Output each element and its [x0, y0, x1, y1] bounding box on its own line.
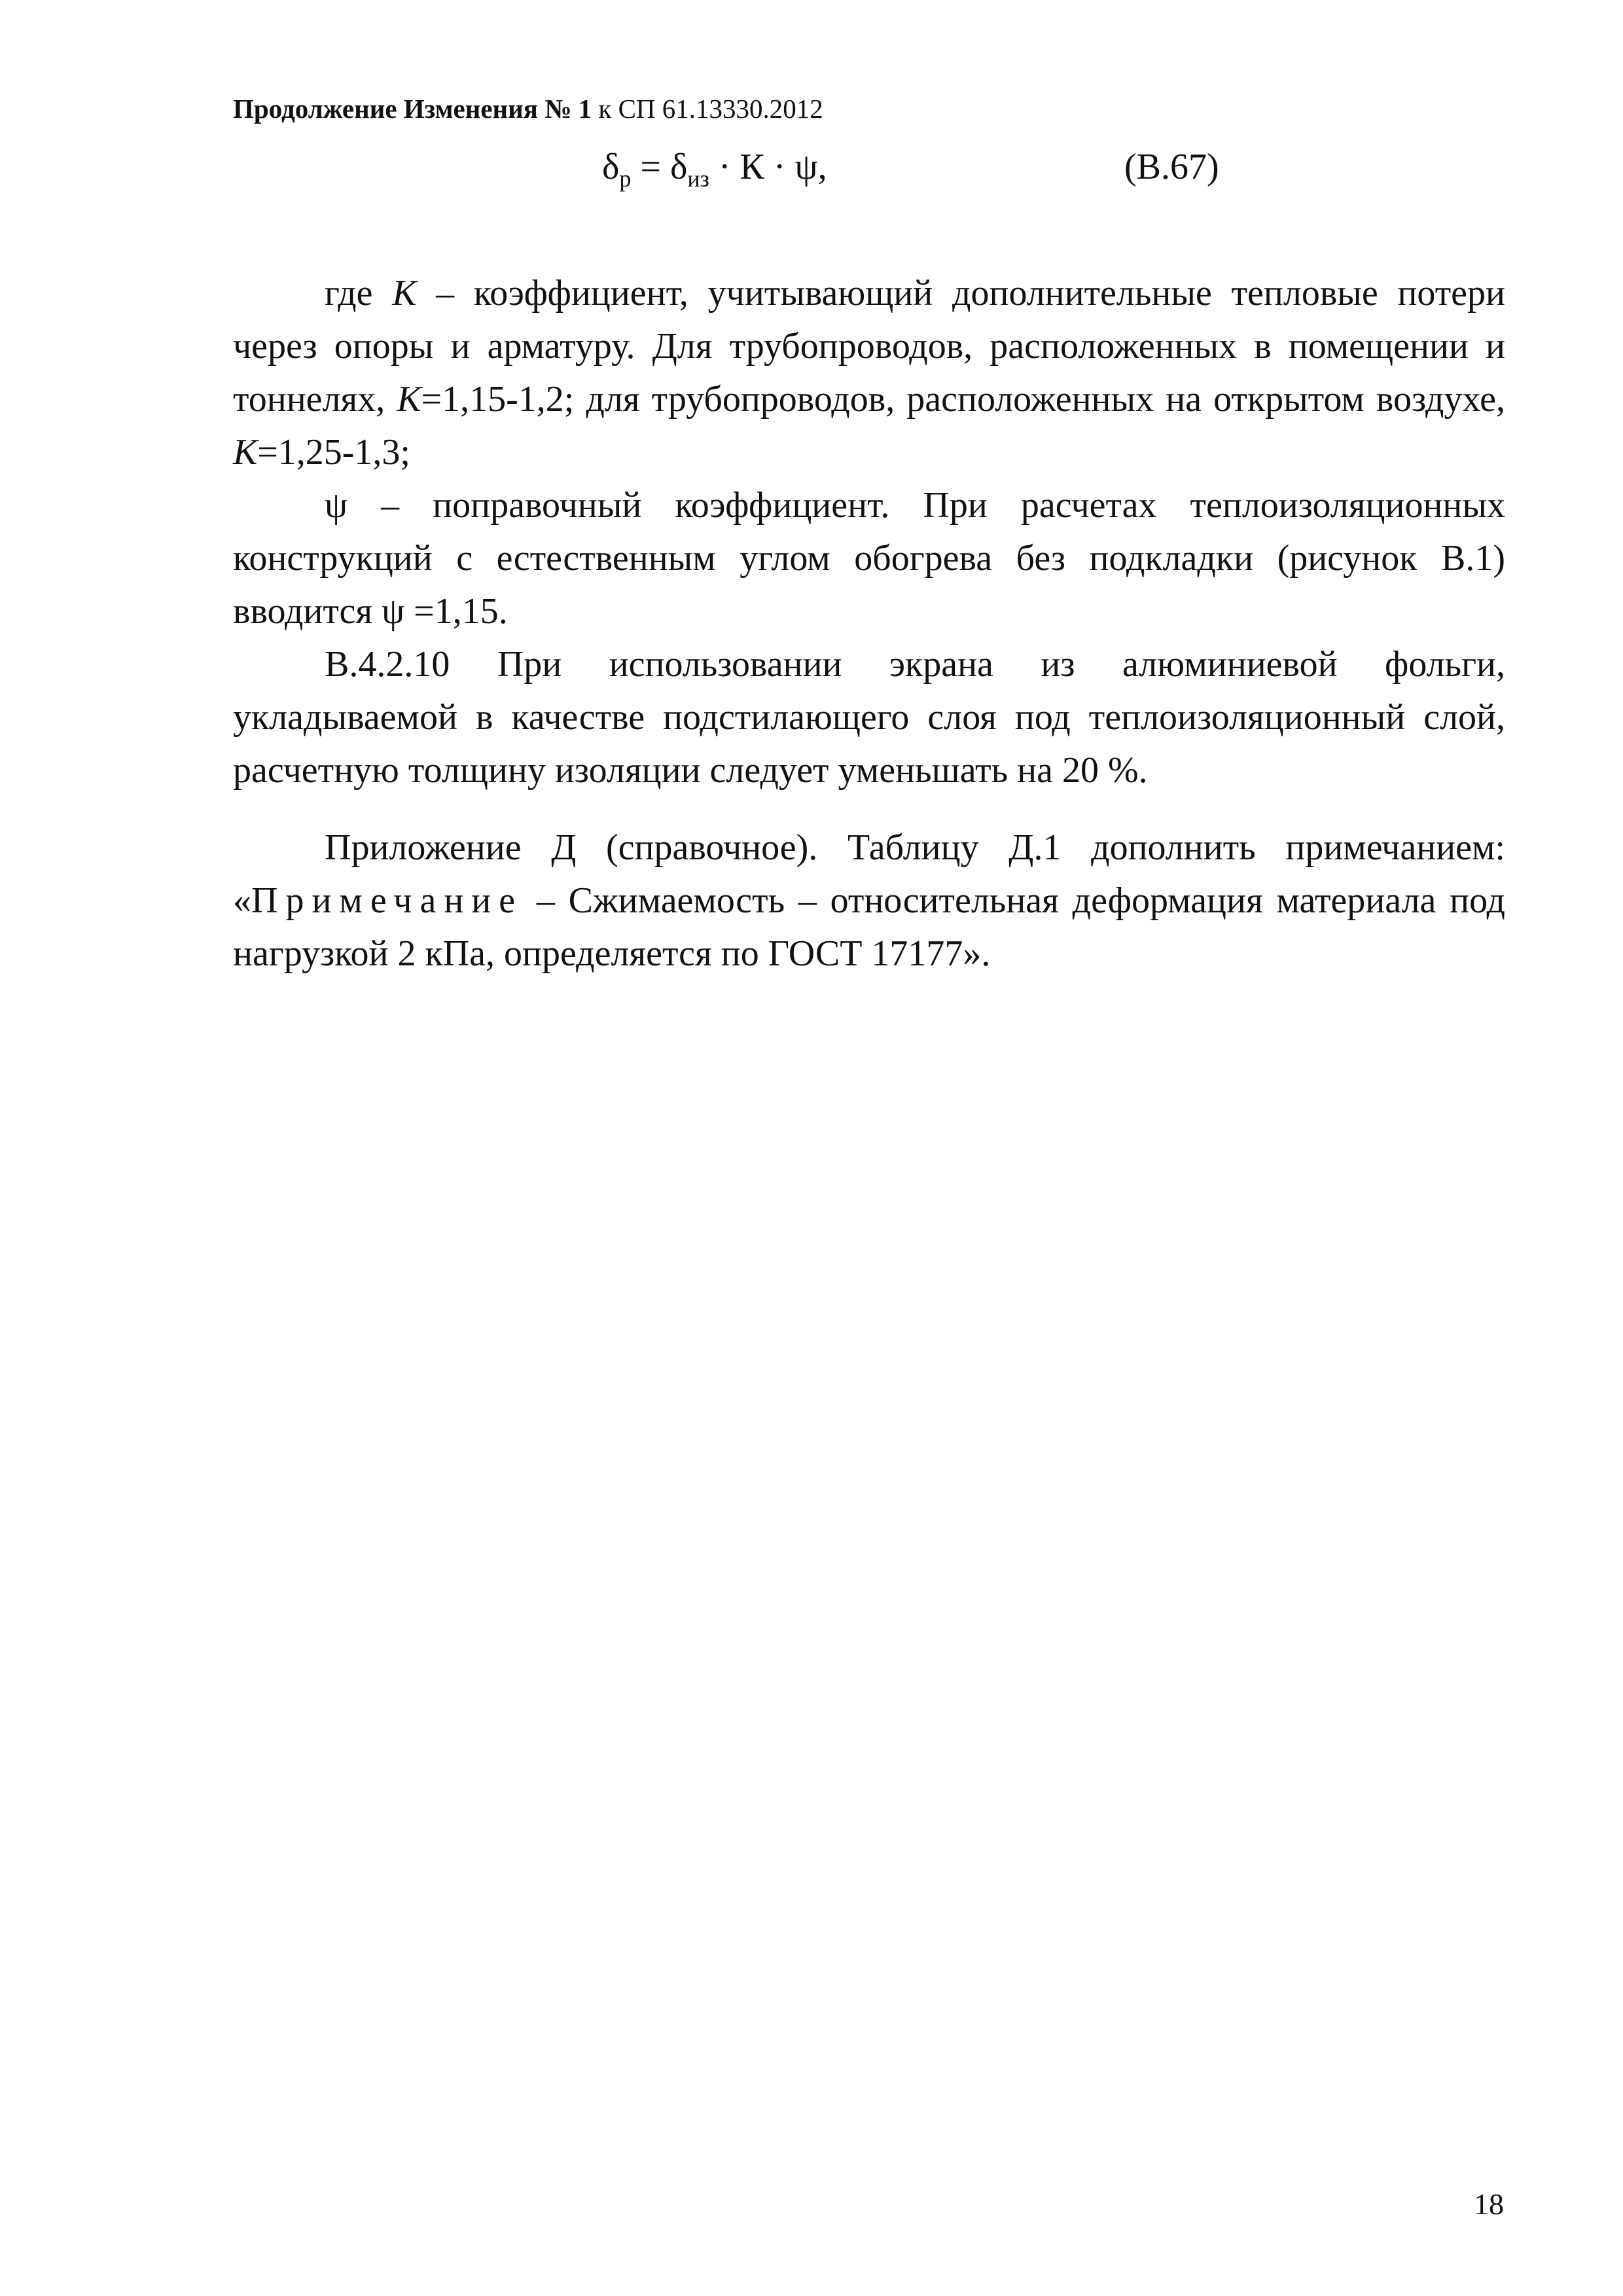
body-section-2 — [233, 821, 1505, 980]
symbol-k: К — [392, 273, 417, 314]
page-number: 18 — [1474, 2187, 1504, 2221]
text-run: =1,25-1,3; — [257, 432, 410, 473]
page-header — [233, 92, 823, 126]
paragraph-k-coefficient — [233, 267, 1505, 479]
paragraph-psi-coefficient: ψ – поправочный коэффициент. При расчетах теплоизоляционных конструкций с естественным углом обогрева без подкладки (рисунок В.1) вводится ψ =1,15. — [233, 485, 1505, 632]
text-run: =1,15-1,2; для трубопроводов, расположенных на открытом воздухе, — [421, 379, 1506, 420]
formula-number: (В.67) — [1124, 147, 1219, 187]
formula-equals: = — [631, 147, 670, 187]
body-section-1 — [233, 267, 1505, 797]
formula-rhs-rest: · К · ψ, — [709, 147, 827, 187]
text-run: где — [325, 273, 393, 314]
paragraph-b-4-2-10: В.4.2.10 При использовании экрана из алюминиевой фольги, укладываемой в качестве подстилающего слоя под теплоизоляционный слой, расчетную толщину изоляции следует уменьшать на 20 %. — [233, 644, 1505, 791]
header-document-ref: к СП 61.13330.2012 — [592, 94, 823, 124]
formula-rhs-symbol: δ — [669, 147, 688, 187]
symbol-k: К — [233, 432, 258, 473]
note-label: Примечание — [251, 880, 524, 921]
paragraph-appendix-d — [233, 821, 1505, 980]
symbol-k: К — [397, 379, 421, 420]
text-run: Приложение Д (справочное). Таблицу Д.1 дополнить примечанием: « — [233, 827, 1505, 921]
text-run: – Сжимаемость – относительная деформация материала под нагрузкой 2 кПа, определяется по ГОСТ 17177». — [233, 880, 1505, 974]
text-run: – коэффициент, учитывающий дополнительные тепловые потери через опоры и арматуру. Для трубопроводов, расположенных в помещении и тоннелях, — [233, 273, 1505, 420]
formula-lhs-subscript: р — [619, 166, 632, 192]
formula-rhs-subscript: из — [687, 166, 709, 192]
header-title: Продолжение Изменения № 1 — [233, 94, 592, 124]
formula-b67 — [602, 144, 827, 190]
formula-lhs-symbol: δ — [602, 147, 620, 187]
